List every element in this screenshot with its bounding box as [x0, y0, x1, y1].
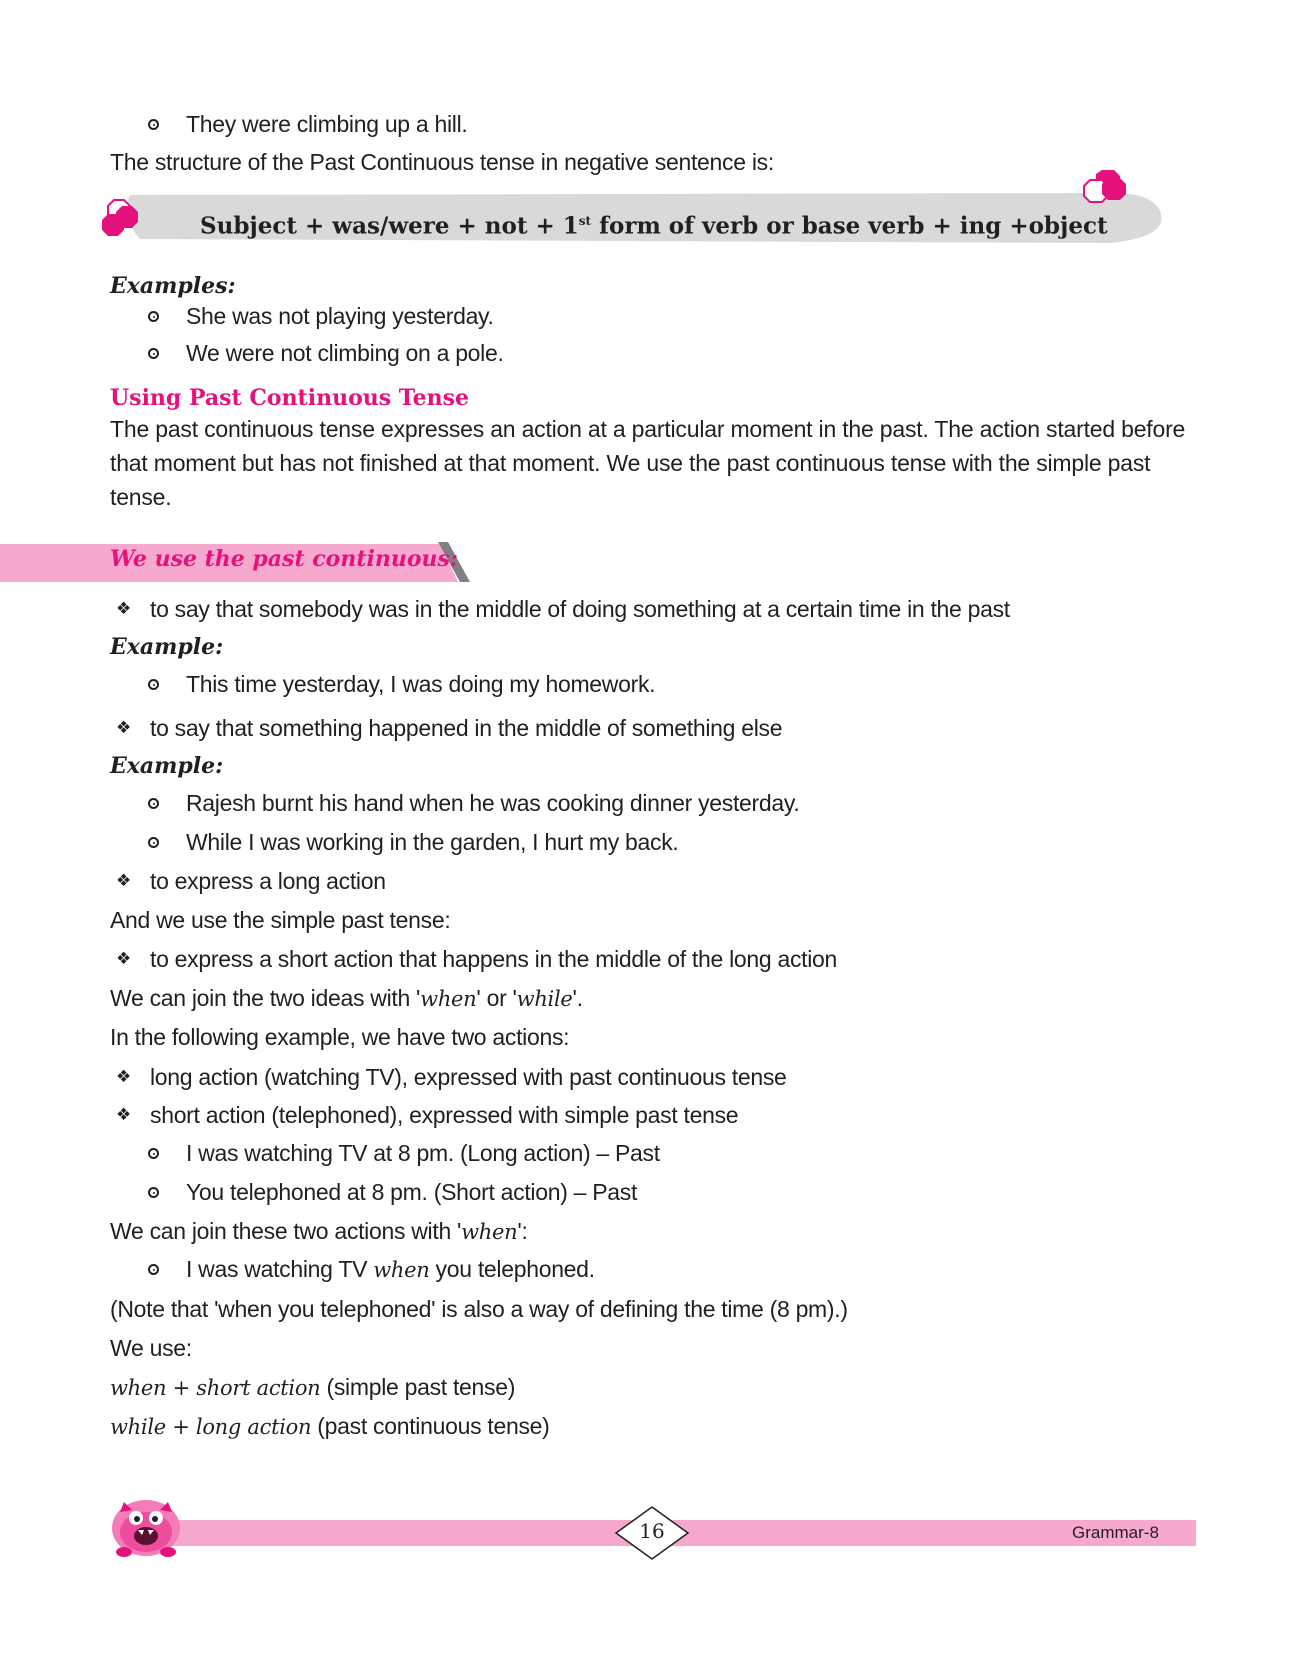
bullet-target-icon: [148, 798, 159, 809]
page-number: 16: [639, 1519, 665, 1543]
join-text-a: We can join the two ideas with ': [110, 985, 421, 1011]
structure-intro: The structure of the Past Continuous tense in negative sentence is:: [110, 149, 774, 175]
joined-text-a: I was watching TV: [186, 1256, 374, 1282]
bullet-target-icon: [148, 1148, 159, 1159]
diamond-bullet-icon: ❖: [116, 599, 132, 618]
bullet-target-icon: [148, 1264, 159, 1275]
bullet-target-icon: [148, 311, 159, 322]
diamond-bullet-icon: ❖: [116, 1105, 132, 1124]
rule-when-rest: (simple past tense): [320, 1374, 516, 1400]
join-when-text-b: ':: [517, 1218, 528, 1244]
usage-item: to express a short action that happens in the middle of the long action: [150, 946, 838, 972]
pink-octagon-icon: [100, 196, 150, 242]
rule-while: [110, 1411, 550, 1442]
usage-item: to express a long action: [150, 868, 386, 894]
example-sentence: She was not playing yesterday.: [186, 303, 494, 329]
formula-part-2: form of verb or base verb + ing +object: [591, 212, 1108, 240]
formula-part-1: Subject + was/were + not + 1: [200, 212, 579, 240]
banner-label: We use the past continuous:: [110, 546, 459, 572]
examples-label: Examples:: [110, 273, 236, 299]
join-when-text-a: We can join these two actions with ': [110, 1218, 462, 1244]
book-title: Grammar-8: [1072, 1523, 1159, 1542]
usage-item: to say that somebody was in the middle of doing something at a certain time in the past: [150, 596, 1010, 622]
join-line: [110, 983, 583, 1014]
join-text-c: '.: [572, 985, 583, 1011]
usage-item: long action (watching TV), expressed with past continuous tense: [150, 1064, 787, 1090]
rule-while-italic: while + long action: [110, 1415, 312, 1439]
note: (Note that 'when you telephoned' is also a way of defining the time (8 pm).): [110, 1296, 848, 1322]
example-sentence: We were not climbing on a pole.: [186, 340, 504, 366]
diamond-bullet-icon: ❖: [116, 871, 132, 890]
joined-text-b: you telephoned.: [429, 1256, 595, 1282]
usage-item: short action (telephoned), expressed with simple past tense: [150, 1102, 739, 1128]
page-number-badge: [612, 1505, 692, 1561]
bullet-target-icon: [148, 119, 159, 130]
example-sentence: They were climbing up a hill.: [186, 111, 468, 137]
diamond-bullet-icon: ❖: [116, 718, 132, 737]
section-heading: Using Past Continuous Tense: [110, 385, 470, 411]
usage-item: to say that something happened in the middle of something else: [150, 715, 783, 741]
example-sentence: This time yesterday, I was doing my homework.: [186, 671, 656, 697]
diamond-bullet-icon: ❖: [116, 949, 132, 968]
joined-when: when: [373, 1258, 430, 1282]
example-label: Example:: [110, 753, 224, 779]
example-sentence: While I was working in the garden, I hurt my back.: [186, 829, 679, 855]
example-sentence: You telephoned at 8 pm. (Short action) – Past: [186, 1179, 638, 1205]
join-text-b: ' or ': [476, 985, 517, 1011]
we-use: We use:: [110, 1335, 192, 1361]
join-when: when: [420, 987, 477, 1011]
two-actions-intro: In the following example, we have two actions:: [110, 1024, 570, 1050]
formula: [200, 205, 1108, 243]
example-sentence: Rajesh burnt his hand when he was cooking dinner yesterday.: [186, 790, 800, 816]
example-sentence: I was watching TV at 8 pm. (Long action) – Past: [186, 1140, 660, 1166]
rule-when-italic: when + short action: [110, 1376, 321, 1400]
rule-when: [110, 1372, 515, 1403]
bullet-target-icon: [148, 679, 159, 690]
section-paragraph: The past continuous tense expresses an action at a particular moment in the past. The action started before that moment but has not finished at that moment. We use the past continuous tense with the simple past tense.: [110, 416, 1186, 510]
joined-example: [186, 1254, 595, 1285]
join-while: while: [516, 987, 573, 1011]
bullet-target-icon: [148, 348, 159, 359]
bullet-target-icon: [148, 1187, 159, 1198]
join-when-word: when: [461, 1220, 518, 1244]
example-label: Example:: [110, 634, 224, 660]
simple-past-intro: And we use the simple past tense:: [110, 907, 451, 933]
diamond-bullet-icon: ❖: [116, 1067, 132, 1086]
pink-monster-mascot-icon: [106, 1488, 186, 1560]
rule-while-rest: (past continuous tense): [311, 1413, 550, 1439]
bullet-target-icon: [148, 837, 159, 848]
formula-sup: st: [578, 214, 592, 228]
join-when-line: [110, 1216, 528, 1247]
